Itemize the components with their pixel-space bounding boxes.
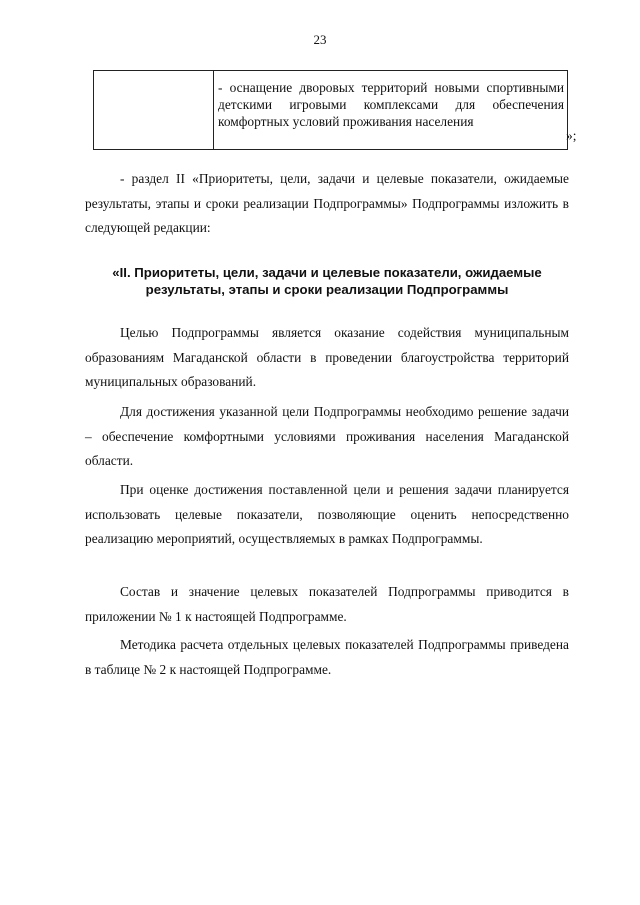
- section-heading: «II. Приоритеты, цели, задачи и целевые показатели, ожидаемые результаты, этапы и сроки реализации Подпрограммы: [112, 265, 542, 297]
- table-cell-text: - оснащение дворовых территорий новыми спортивными детскими игровыми комплексами для обеспечения комфортных условий проживания населения: [218, 80, 564, 129]
- page-number: 23: [313, 32, 327, 47]
- paragraph-task: Для достижения указанной цели Подпрограммы необходимо решение задачи – обеспечение комфортными условиями проживания населения Магаданской области.: [85, 404, 569, 468]
- paragraph-indicators: При оценке достижения поставленной цели и решения задачи планируется использовать целевые показатели, позволяющие оценить непосредственно реализацию мероприятий, осуществляемых в рамках Подпрограммы.: [85, 482, 569, 546]
- paragraph-appendix: Состав и значение целевых показателей Подпрограммы приводится в приложении № 1 к настоящей Подпрограмме.: [85, 584, 569, 624]
- table-fragment: [93, 70, 568, 150]
- paragraph-goal: Целью Подпрограммы является оказание содействия муниципальным образованиям Магаданской области в проведении благоустройства территорий муниципальных образований.: [85, 325, 569, 389]
- intro-paragraph: - раздел II «Приоритеты, цели, задачи и целевые показатели, ожидаемые результаты, этапы и сроки реализации Подпрограммы» Подпрограммы изложить в следующей редакции:: [85, 171, 569, 235]
- table-column-divider: [213, 71, 214, 149]
- table-closing-quote: »;: [566, 128, 577, 143]
- paragraph-methodology: Методика расчета отдельных целевых показателей Подпрограммы приведена в таблице № 2 к настоящей Подпрограмме.: [85, 637, 569, 677]
